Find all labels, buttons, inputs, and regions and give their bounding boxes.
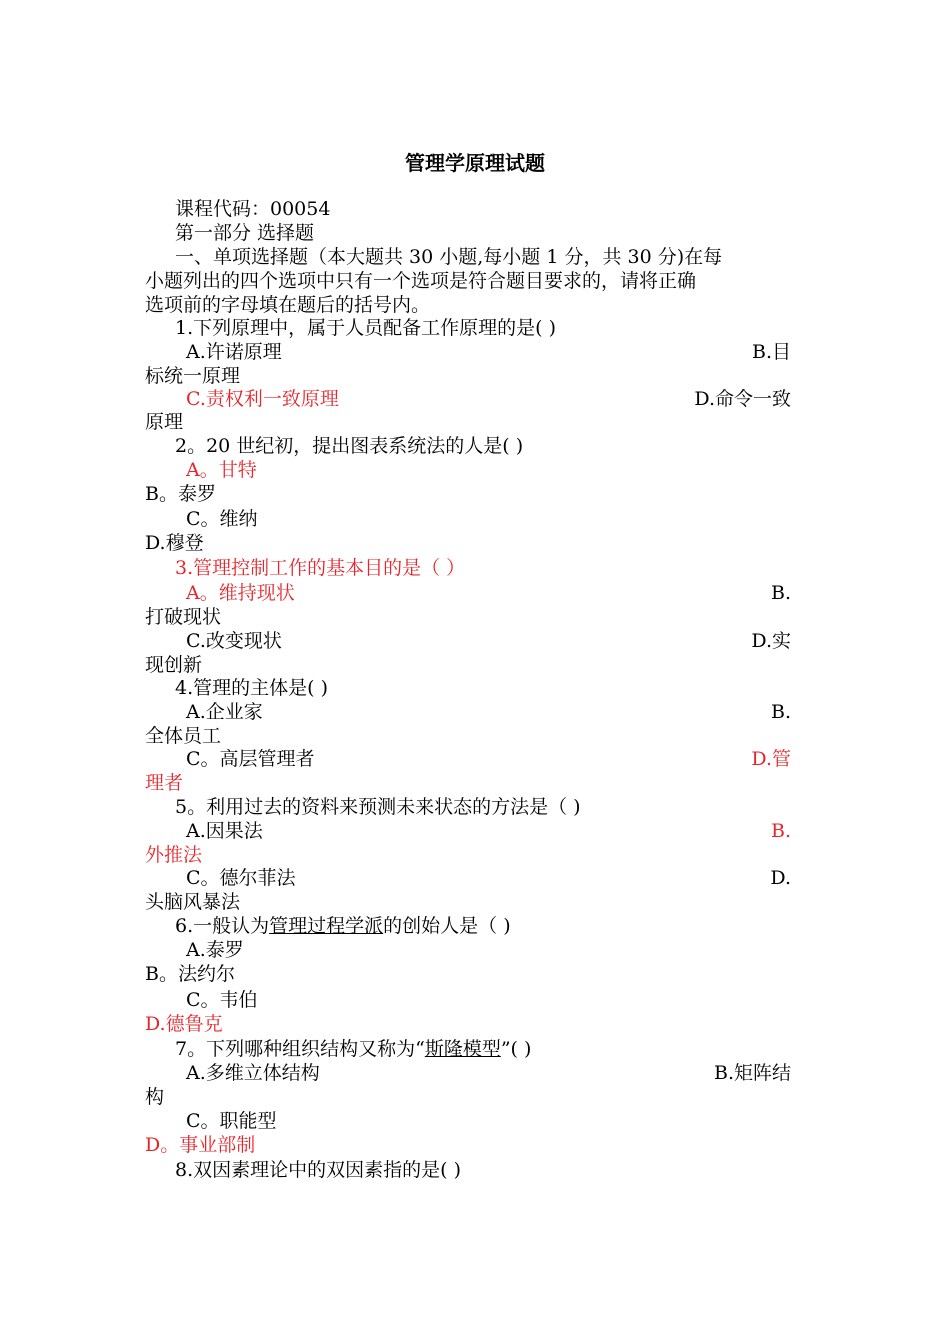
part-heading: 第一部分 选择题 [175, 222, 315, 244]
question-5-option-b-end-answer: 外推法 [145, 844, 203, 866]
question-4-option-b-start: B. [770, 701, 791, 723]
question-6-stem-underlined: 管理过程学派 [269, 915, 384, 937]
question-7-option-b-end: 构 [145, 1086, 165, 1108]
question-1-stem: 1.下列原理中，属于人员配备工作原理的是( ) [175, 317, 556, 339]
section-instructions-line-1: 一、单项选择题（本大题共 30 小题,每小题 1 分，共 30 分)在每 [175, 246, 723, 268]
question-6-option-a: A.泰罗 [186, 939, 244, 961]
question-3-option-b-end: 打破现状 [145, 606, 222, 628]
question-6-stem-prefix: 6.一般认为 [175, 915, 270, 937]
question-3-option-d-start: D.实 [751, 630, 791, 652]
question-5-option-d-start: D. [770, 867, 791, 889]
question-2-stem: 2。20 世纪初，提出图表系统法的人是( ) [175, 435, 524, 457]
document-title: 管理学原理试题 [405, 151, 545, 175]
question-7-option-a: A.多维立体结构 [186, 1062, 320, 1084]
question-5-option-c: C。德尔菲法 [186, 867, 296, 889]
question-5-option-a: A.因果法 [186, 820, 263, 842]
question-8-stem: 8.双因素理论中的双因素指的是( ) [175, 1159, 461, 1181]
question-2-option-a-answer: A。甘特 [186, 459, 257, 481]
question-6-stem [175, 914, 821, 938]
section-instructions-line-2: 小题列出的四个选项中只有一个选项是符合题目要求的，请将正确 [145, 270, 697, 292]
question-6-option-d-answer: D.德鲁克 [145, 1013, 223, 1035]
question-3-option-b-start: B. [770, 582, 791, 604]
question-3-option-c: C.改变现状 [186, 630, 282, 652]
question-1-option-d-start: D.命令一致 [694, 388, 791, 410]
question-5-option-d-end: 头脑风暴法 [145, 891, 241, 913]
question-4-option-a: A.企业家 [186, 701, 263, 723]
question-6-option-b: B。法约尔 [145, 963, 235, 985]
question-3-option-a-answer: A。维持现状 [186, 582, 295, 604]
question-2-option-c: C。维纳 [186, 508, 258, 530]
course-code: 课程代码：00054 [175, 198, 331, 220]
question-7-stem-underlined: 斯隆模型 [424, 1038, 501, 1060]
question-7-stem [175, 1037, 821, 1061]
question-7-option-c: C。职能型 [186, 1110, 277, 1132]
question-1-option-d-end: 原理 [145, 411, 184, 433]
question-1-option-b-end: 标统一原理 [145, 365, 241, 387]
question-3-option-d-end: 现创新 [145, 654, 203, 676]
question-1-option-a: A.许诺原理 [186, 341, 282, 363]
question-2-option-d: D.穆登 [145, 532, 204, 554]
question-6-stem-suffix: 的创始人是（ ) [383, 915, 511, 937]
question-5-stem: 5。利用过去的资料来预测未来状态的方法是（ ) [175, 796, 581, 818]
question-4-option-b-end: 全体员工 [145, 725, 222, 747]
question-4-option-c: C。高层管理者 [186, 748, 315, 770]
question-1-option-b-start: B.目 [751, 341, 791, 363]
question-6-option-c: C。韦伯 [186, 989, 258, 1011]
question-4-option-d-start-answer: D.管 [751, 748, 791, 770]
question-4-stem: 4.管理的主体是( ) [175, 677, 328, 699]
question-4-option-d-end-answer: 理者 [145, 772, 184, 794]
question-3-stem: 3.管理控制工作的基本目的是（ ） [175, 557, 466, 579]
question-1-option-c-answer: C.责权利一致原理 [186, 388, 339, 410]
question-7-option-d-answer: D。事业部制 [145, 1134, 256, 1156]
question-7-option-b-start: B.矩阵结 [713, 1062, 791, 1084]
question-5-option-b-start-answer: B. [770, 820, 791, 842]
question-7-stem-prefix: 7。下列哪种组织结构又称为“ [175, 1038, 425, 1060]
section-instructions-line-3: 选项前的字母填在题后的括号内。 [145, 294, 431, 316]
question-2-option-b: B。泰罗 [145, 483, 216, 505]
question-7-stem-suffix: ”( ) [500, 1038, 532, 1060]
